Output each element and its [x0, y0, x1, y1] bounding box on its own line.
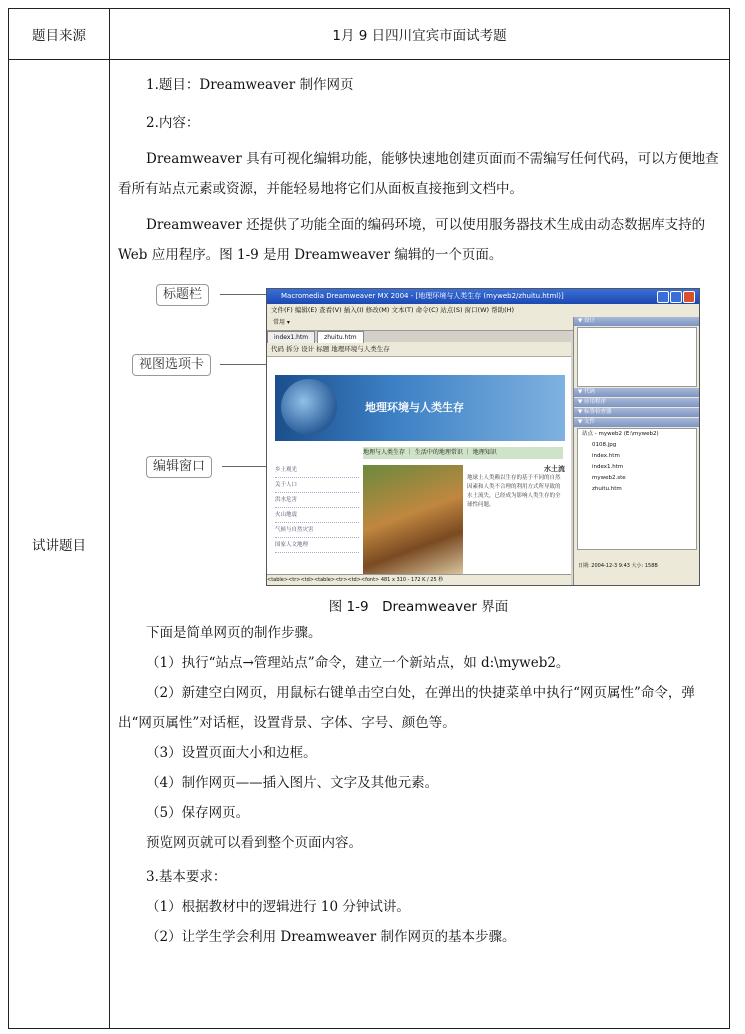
source-label: 题目来源 — [9, 9, 110, 60]
paragraph-2: Dreamweaver 还提供了功能全面的编码环境，可以使用服务器技术生成由动态数据库支持的 Web 应用程序。图 1-9 是用 Dreamweaver 编辑的一个页面。 — [118, 217, 706, 263]
file-item: index1.htm — [592, 464, 624, 470]
left-nav-item: 洪水危害 — [275, 493, 359, 508]
right-body: 地球上人类赖以生存的基于不同的自然因素和人类不合理的利用方式所导致的水土流失，已经成为影响人类生存的全球性问题。 — [467, 475, 561, 508]
panel-application: ▼ 应用程序 — [574, 398, 700, 407]
steps-intro: 下面是简单网页的制作步骤。 — [146, 625, 322, 641]
right-heading: 水土流 — [544, 465, 565, 473]
step-4: （4）制作网页——插入图片、文字及其他元素。 — [146, 775, 439, 791]
nav-item: 地理知识 — [472, 449, 497, 456]
file-item: myweb2.ste — [592, 475, 626, 481]
callout-view-tab: 视图选项卡 — [132, 354, 211, 376]
topic-label: 试讲题目 — [9, 60, 110, 1029]
insert-bar: 常用 ▾ — [267, 316, 699, 331]
step-2: （2）新建空白网页，用鼠标右键单击空白处，在弹出的快捷菜单中执行“网页属性”命令，弹出“网页属性”对话框，设置背景、字体、字号、颜色等。 — [118, 685, 695, 731]
file-item: zhuitu.htm — [592, 486, 622, 492]
dreamweaver-screenshot — [266, 288, 700, 586]
step-3: （3）设置页面大小和边框。 — [146, 745, 317, 761]
banner-title: 地理环境与人类生存 — [365, 401, 464, 414]
callout-title-bar: 标题栏 — [156, 284, 209, 306]
paragraph-1: Dreamweaver 具有可视化编辑功能，能够快速地创建页面而不需编写任何代码，可以方便地查看所有站点元素或资源，并能轻易地将它们从面板直接拖到文档中。 — [118, 151, 719, 197]
window-title-bar — [267, 289, 699, 304]
close-icon — [683, 291, 695, 303]
preview-text: 预览网页就可以看到整个页面内容。 — [146, 835, 362, 851]
panel-group — [573, 317, 700, 585]
document-toolbar: 代码 拆分 设计 标题 地理环境与人类生存 — [267, 342, 571, 357]
section-title-3: 3.基本要求： — [146, 869, 227, 885]
status-bar: <table><tr><td><table><tr><td><font> 481 x 310 - 172 K / 25 秒 — [267, 574, 571, 585]
left-nav-item: 乡土观光 — [275, 463, 359, 478]
requirement-2: （2）让学生学会利用 Dreamweaver 制作网页的基本步骤。 — [146, 929, 516, 945]
page-nav: 地理与人类生存 ｜ 生活中的地理常识 ｜ 地理知识 — [363, 447, 563, 459]
file-status: 日期: 2004-12-3 9:43 大小: 158B — [578, 563, 658, 569]
dreamweaver-figure — [118, 278, 719, 596]
callout-edit-window: 编辑窗口 — [146, 456, 212, 478]
section-title-2: 2.内容： — [146, 115, 200, 131]
file-item: index.htm — [592, 453, 620, 459]
step-5: （5）保存网页。 — [146, 805, 250, 821]
panel-tag-inspector: ▼ 标签检查器 — [574, 408, 700, 417]
panel-files: ▼ 文件 — [574, 418, 700, 427]
css-panel-box — [577, 327, 697, 387]
left-nav-item: 气候与自然灾害 — [275, 523, 359, 538]
file-item: 0108.jpg — [592, 442, 617, 448]
leader-line — [220, 294, 266, 295]
panel-code: ▼ 代码 — [574, 388, 700, 397]
panel-design: ▼ 设计 — [574, 317, 700, 326]
document-tabs — [267, 331, 571, 342]
requirement-1: （1）根据教材中的逻辑进行 10 分钟试讲。 — [146, 899, 410, 915]
source-value: 1月 9 日四川宜宾市面试考题 — [110, 9, 730, 60]
step-1: （1）执行“站点→管理站点”命令，建立一个新站点，如 d:\myweb2。 — [146, 655, 570, 671]
canyon-photo — [363, 465, 463, 575]
nav-item: 生活中的地理常识 — [414, 449, 463, 456]
left-nav — [275, 463, 359, 575]
page-banner — [275, 375, 565, 441]
left-nav-item: 国家人文地理 — [275, 538, 359, 553]
maximize-icon — [670, 291, 682, 303]
menu-bar: 文件(F) 编辑(E) 查看(V) 插入(I) 修改(M) 文本(T) 命令(C) 站点(S) 窗口(W) 帮助(H) — [267, 304, 699, 316]
file-item: 站点 - myweb2 (E:\myweb2) — [582, 431, 659, 437]
right-text — [467, 465, 565, 510]
exam-table — [8, 8, 730, 1029]
nav-item: 地理与人类生存 — [363, 449, 406, 456]
tab-zhuitu: zhuitu.htm — [317, 331, 363, 343]
globe-image — [281, 379, 337, 435]
figure-caption: 图 1-9 Dreamweaver 界面 — [328, 599, 509, 615]
section-title-1: 1.题目：Dreamweaver 制作网页 — [146, 77, 354, 93]
left-nav-item: 火山地震 — [275, 508, 359, 523]
window-title: Macromedia Dreamweaver MX 2004 - [地理环境与人类生存 (myweb2/zhuitu.html)] — [281, 292, 564, 300]
topic-content — [110, 60, 730, 1029]
minimize-icon — [657, 291, 669, 303]
tab-index1: index1.htm — [267, 331, 315, 343]
document-area — [267, 331, 571, 585]
left-nav-item: 关于人口 — [275, 478, 359, 493]
files-panel — [577, 428, 697, 550]
